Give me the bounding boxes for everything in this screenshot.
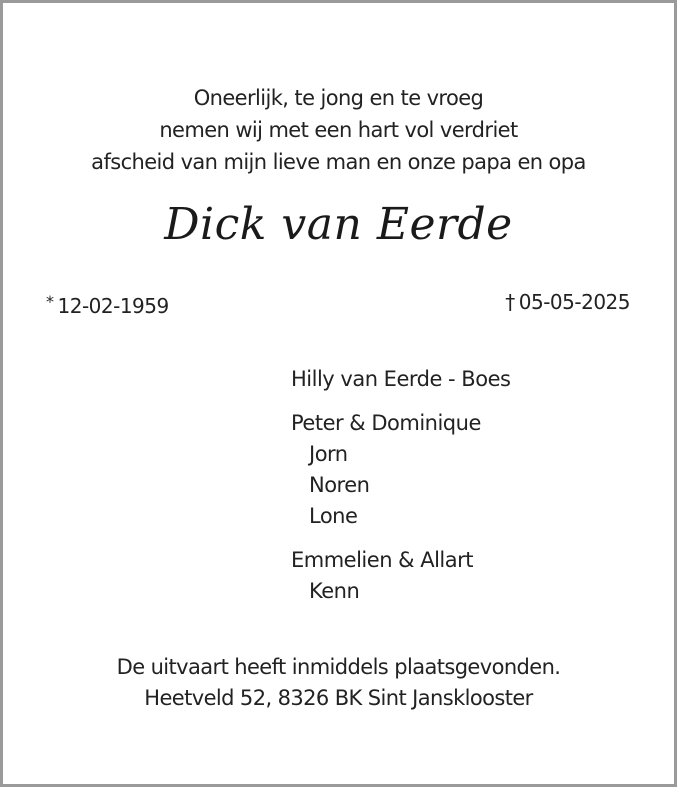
- deceased-name: Dick van Eerde: [164, 199, 513, 250]
- funeral-note: De uitvaart heeft inmiddels plaatsgevonden.: [116, 655, 561, 679]
- death-date-block: [505, 289, 630, 315]
- family-group-1: [291, 408, 510, 532]
- intro-line-3: afscheid van mijn lieve man en onze papa en opa: [91, 150, 586, 174]
- death-date: 05-05-2025: [518, 290, 630, 314]
- parents-name: Peter & Dominique: [291, 411, 481, 435]
- birth-date-block: [46, 289, 169, 319]
- spouse-name: Hilly van Eerde - Boes: [291, 367, 511, 391]
- family-list: [291, 364, 510, 620]
- intro-line-2: nemen wij met een hart vol verdriet: [159, 118, 518, 142]
- parents-name: Emmelien & Allart: [291, 548, 473, 572]
- death-cross-icon: †: [505, 290, 515, 314]
- grandchild-name: Lone: [309, 504, 358, 528]
- family-spouse-group: [291, 364, 510, 395]
- birth-star-icon: *: [46, 292, 54, 311]
- birth-date: 12-02-1959: [57, 294, 169, 318]
- grandchild-name: Jorn: [309, 442, 348, 466]
- address: Heetveld 52, 8326 BK Sint Jansklooster: [144, 686, 533, 710]
- funeral-notice: [0, 652, 677, 714]
- intro-line-1: Oneerlijk, te jong en te vroeg: [193, 86, 484, 110]
- grandchild-name: Kenn: [309, 579, 360, 603]
- intro-text: [0, 82, 677, 178]
- grandchild-name: Noren: [309, 473, 370, 497]
- family-group-2: [291, 545, 510, 607]
